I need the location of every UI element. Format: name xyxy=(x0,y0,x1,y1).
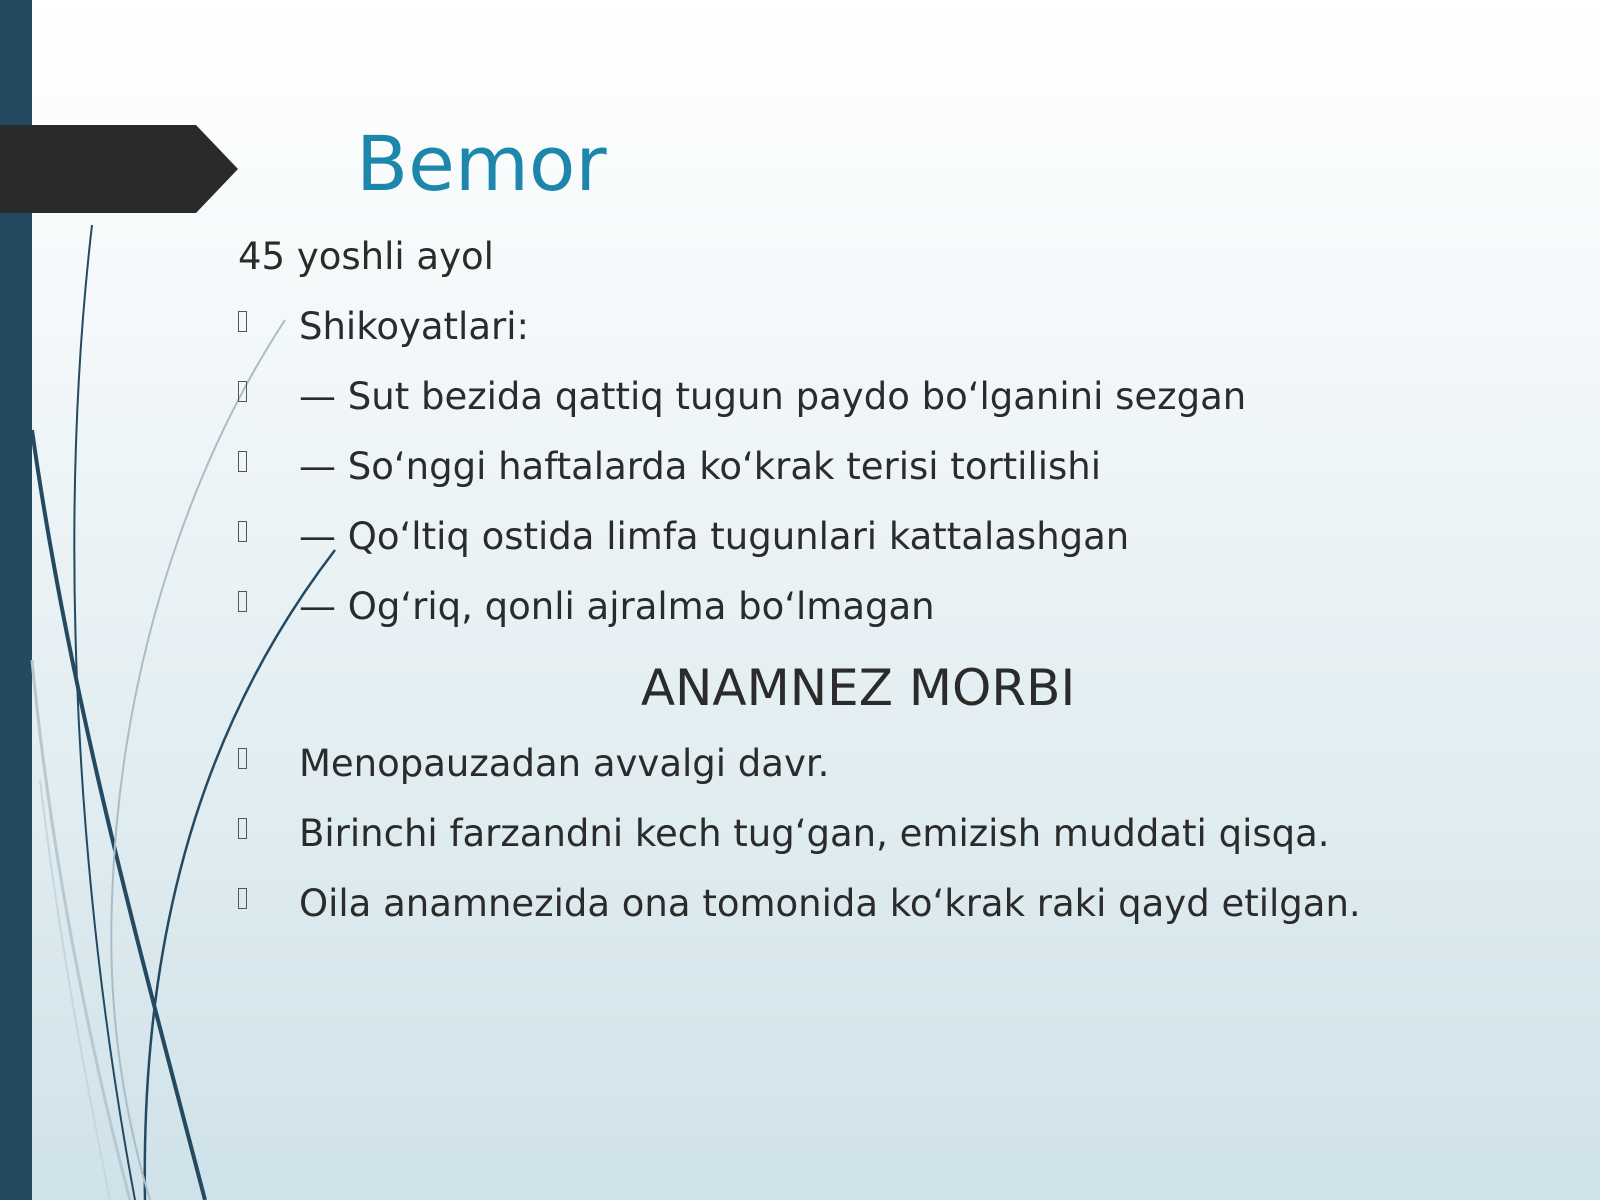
bullet-icon xyxy=(238,521,247,542)
complaint-item: — So‘nggi haftalarda ko‘krak terisi tortilishi xyxy=(299,445,1102,488)
complaints-heading: Shikoyatlari: xyxy=(299,305,529,348)
patient-intro: 45 yoshli ayol xyxy=(238,235,494,278)
list-item xyxy=(238,445,1538,495)
complaint-item: — Og‘riq, qonli ajralma bo‘lmagan xyxy=(299,585,935,628)
list-item xyxy=(238,812,1538,862)
bullet-icon xyxy=(238,451,247,472)
history-item: Oila anamnezida ona tomonida ko‘krak raki qayd etilgan. xyxy=(299,882,1361,925)
bullet-icon xyxy=(238,381,247,402)
complaint-item: — Qo‘ltiq ostida limfa tugunlari kattalashgan xyxy=(299,515,1130,558)
section-subheading: ANAMNEZ MORBI xyxy=(640,659,1076,717)
slide-title: Bemor xyxy=(356,119,607,208)
list-item xyxy=(238,585,1538,635)
list-item xyxy=(238,305,1538,355)
bullet-icon xyxy=(238,748,247,769)
bullet-icon xyxy=(238,591,247,612)
bullet-icon xyxy=(238,311,247,332)
bullet-icon xyxy=(238,818,247,839)
list-item xyxy=(238,375,1538,425)
history-item: Menopauzadan avvalgi davr. xyxy=(299,742,830,785)
complaint-item: — Sut bezida qattiq tugun paydo bo‘lganini sezgan xyxy=(299,375,1247,418)
list-item xyxy=(238,882,1538,932)
list-item xyxy=(238,742,1538,792)
list-item xyxy=(238,515,1538,565)
history-item: Birinchi farzandni kech tug‘gan, emizish muddati qisqa. xyxy=(299,812,1330,855)
bullet-icon xyxy=(238,888,247,909)
title-arrow-shape xyxy=(0,125,240,213)
